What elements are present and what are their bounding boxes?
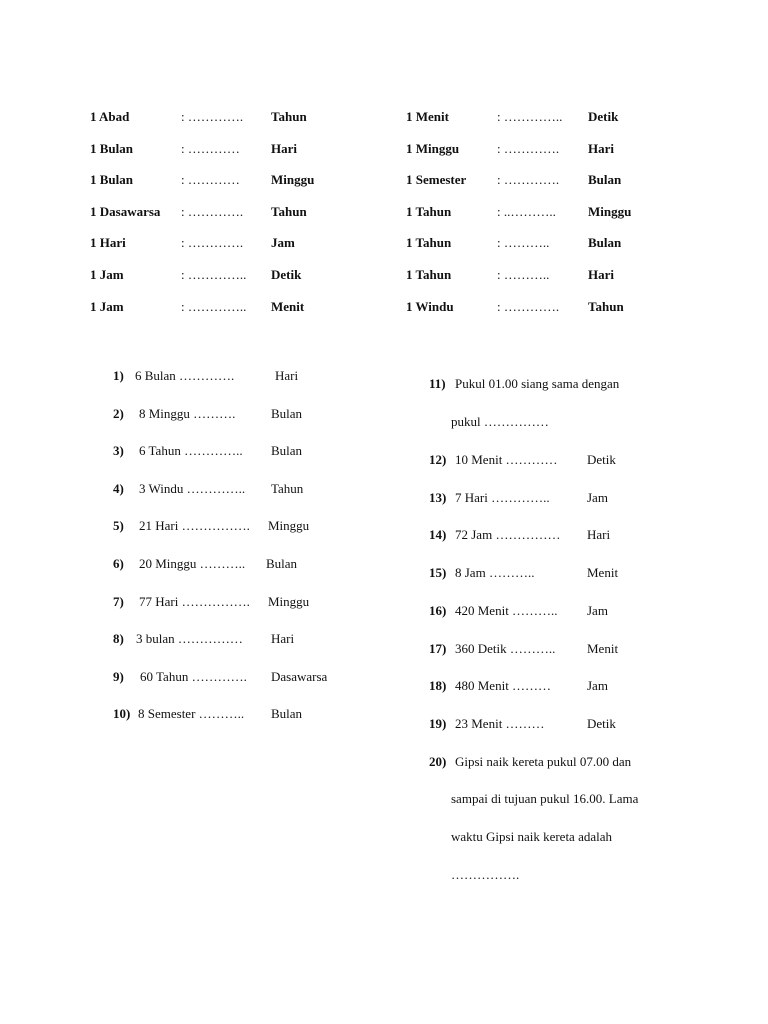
exercise-number: 16) xyxy=(429,602,447,618)
exercise-unit: Bulan xyxy=(271,706,303,722)
exercise-unit: Detik xyxy=(587,715,616,731)
reference-unit: 1 Dasawarsa xyxy=(90,203,161,219)
exercise-text: 7 Hari ………….. xyxy=(455,489,550,505)
reference-target: Tahun xyxy=(588,298,624,314)
exercise-number: 15) xyxy=(429,565,447,581)
exercise-unit: Jam xyxy=(587,602,608,618)
exercise-unit: Bulan xyxy=(271,405,303,421)
reference-unit: 1 Semester xyxy=(406,172,467,188)
exercise-number: 12) xyxy=(429,452,447,467)
exercise-text: 21 Hari ……………. xyxy=(139,518,250,534)
reference-target: Bulan xyxy=(588,235,622,251)
reference-blank: : ………….. xyxy=(181,266,247,282)
reference-target: Menit xyxy=(271,298,305,314)
exercise-unit: Menit xyxy=(587,565,619,581)
reference-blank: : ……….. xyxy=(497,235,550,251)
exercise-text: 77 Hari ……………. xyxy=(139,593,250,609)
exercise-item-11 xyxy=(429,374,759,434)
exercise-number: 18) xyxy=(429,678,447,694)
reference-blank: : …………. xyxy=(497,298,560,314)
exercise-text: Pukul 01.00 siang sama dengan xyxy=(455,376,620,391)
exercise-text: 10 Menit ………… xyxy=(455,452,558,467)
exercise-text: 360 Detik ……….. xyxy=(455,640,556,656)
reference-target: Bulan xyxy=(588,172,622,188)
exercise-number: 3) xyxy=(113,443,124,459)
exercise-number: 13) xyxy=(429,489,447,505)
reference-blank: : ……….. xyxy=(497,266,550,282)
exercise-unit: Hari xyxy=(275,368,299,383)
exercise-text: Gipsi naik kereta pukul 07.00 dan xyxy=(455,753,632,769)
reference-unit: 1 Bulan xyxy=(90,140,133,156)
exercise-number: 6) xyxy=(113,556,124,571)
reference-unit: 1 Jam xyxy=(90,298,124,314)
exercise-number: 20) xyxy=(429,753,447,769)
reference-blank: : ..……….. xyxy=(497,203,556,219)
reference-target: Hari xyxy=(588,266,614,282)
reference-unit: 1 Tahun xyxy=(406,203,452,219)
reference-blank: : …………. xyxy=(181,203,244,219)
reference-target: Hari xyxy=(271,140,297,156)
exercise-text: 72 Jam …………… xyxy=(455,527,561,543)
exercise-text: 20 Minggu ……….. xyxy=(139,556,246,571)
exercise-text: 8 Semester ……….. xyxy=(138,706,245,722)
exercise-text: 3 Windu ………….. xyxy=(139,480,246,496)
reference-blank: : …………. xyxy=(181,235,244,251)
exercise-text: 3 bulan …………… xyxy=(136,631,243,647)
exercise-unit: Menit xyxy=(587,640,619,656)
exercise-number: 9) xyxy=(113,668,124,684)
reference-unit: 1 Tahun xyxy=(406,235,452,251)
exercise-list-right xyxy=(429,374,759,894)
exercise-number: 14) xyxy=(429,527,447,543)
reference-blank: : ………….. xyxy=(497,109,563,124)
exercise-unit: Hari xyxy=(587,527,611,543)
exercise-unit: Minggu xyxy=(268,593,310,609)
reference-target: Hari xyxy=(588,140,614,156)
reference-blank: : …………. xyxy=(181,109,244,124)
exercise-item-20 xyxy=(429,752,759,892)
exercise-text: 23 Menit ……… xyxy=(455,715,545,731)
exercise-text-continued: pukul …………… xyxy=(451,414,549,429)
reference-target: Minggu xyxy=(588,203,632,219)
reference-target: Detik xyxy=(271,266,302,282)
reference-unit: 1 Abad xyxy=(90,109,130,124)
exercise-number: 11) xyxy=(429,376,446,391)
exercise-number: 5) xyxy=(113,518,124,534)
reference-unit: 1 Menit xyxy=(406,109,449,124)
exercise-unit: Detik xyxy=(587,452,616,467)
exercise-answer-blank: ……………. xyxy=(451,866,520,882)
reference-target: Tahun xyxy=(271,203,307,219)
exercise-text: 480 Menit ……… xyxy=(455,678,552,694)
exercise-text: 420 Menit ……….. xyxy=(455,602,558,618)
exercise-text: 60 Tahun …………. xyxy=(140,668,247,684)
exercise-unit: Dasawarsa xyxy=(271,668,328,684)
exercise-text-continued: waktu Gipsi naik kereta adalah xyxy=(451,829,612,845)
exercise-number: 4) xyxy=(113,480,124,496)
exercise-text-continued: sampai di tujuan pukul 16.00. Lama xyxy=(451,791,639,807)
reference-target: Detik xyxy=(588,109,619,124)
exercise-text: 8 Minggu ………. xyxy=(139,405,236,421)
reference-blank: : ………… xyxy=(181,172,240,188)
exercise-number: 17) xyxy=(429,640,447,656)
reference-target: Minggu xyxy=(271,172,315,188)
exercise-number: 7) xyxy=(113,593,124,609)
exercise-unit: Tahun xyxy=(271,480,304,496)
exercise-unit: Jam xyxy=(587,678,608,694)
reference-unit: 1 Tahun xyxy=(406,266,452,282)
reference-target: Jam xyxy=(271,235,295,251)
exercise-unit: Bulan xyxy=(271,443,303,459)
exercise-unit: Minggu xyxy=(268,518,310,534)
exercise-list-left xyxy=(113,366,413,736)
reference-unit: 1 Bulan xyxy=(90,172,133,188)
exercise-text: 6 Tahun ………….. xyxy=(139,443,243,459)
reference-blank: : …………. xyxy=(497,172,560,188)
reference-target: Tahun xyxy=(271,109,307,124)
reference-blank: : ………… xyxy=(181,140,240,156)
reference-unit: 1 Windu xyxy=(406,298,454,314)
exercise-text: 8 Jam ……….. xyxy=(455,565,535,581)
reference-unit: 1 Minggu xyxy=(406,140,460,156)
exercise-number: 19) xyxy=(429,715,447,731)
exercise-number: 8) xyxy=(113,631,124,647)
reference-unit: 1 Jam xyxy=(90,266,124,282)
exercise-unit: Hari xyxy=(271,631,295,647)
exercise-number: 1) xyxy=(113,368,124,383)
exercise-unit: Bulan xyxy=(266,556,298,571)
reference-blank: : ………….. xyxy=(181,298,247,314)
reference-unit: 1 Hari xyxy=(90,235,126,251)
exercise-unit: Jam xyxy=(587,489,608,505)
reference-blank: : …………. xyxy=(497,140,560,156)
exercise-text: 6 Bulan …………. xyxy=(135,368,235,383)
exercise-number: 2) xyxy=(113,405,124,421)
exercise-number: 10) xyxy=(113,706,131,722)
